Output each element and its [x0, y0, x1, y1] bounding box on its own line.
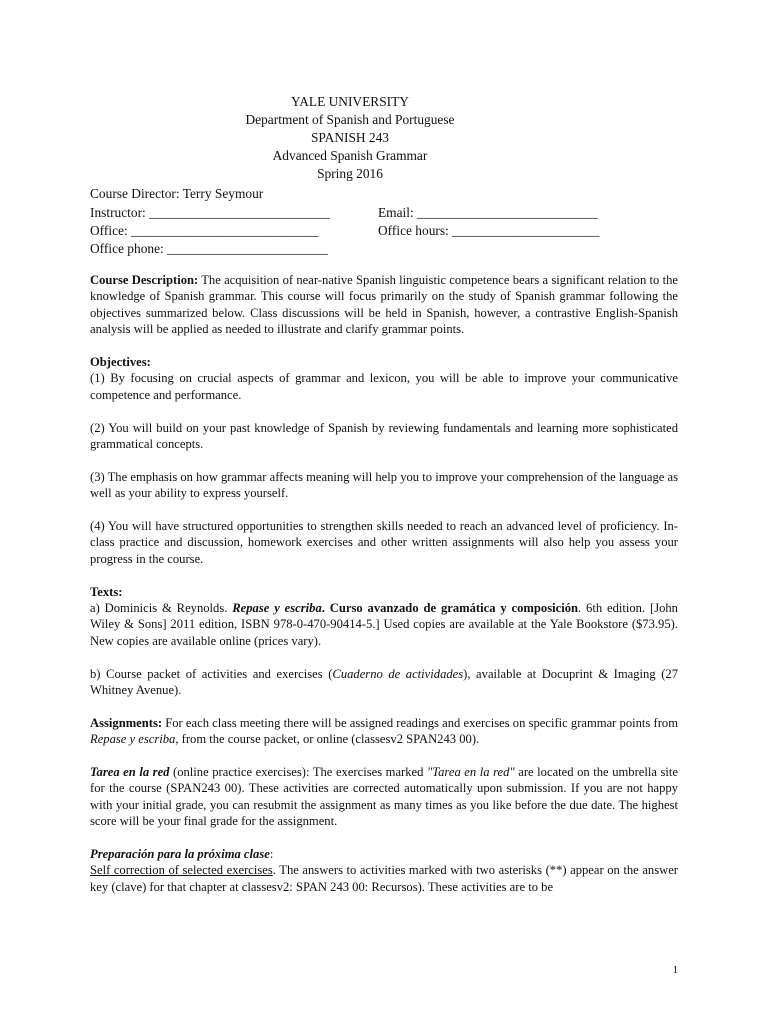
course-director: Course Director: Terry Seymour [90, 186, 264, 201]
text-a-title-italic: Repase y escriba [232, 601, 322, 616]
document-header [0, 93, 700, 183]
office-hours-field: Office hours: ______________________ [378, 223, 600, 238]
course-term: Spring 2016 [317, 166, 383, 181]
document-body [90, 272, 678, 895]
texts-heading-label: Texts: [90, 584, 123, 599]
assignments-text: For each class meeting there will be assigned readings and exercises on specific grammar points from [162, 715, 678, 730]
tarea-paragraph [90, 764, 678, 830]
preparacion-underlined: Self correction of selected exercises [90, 863, 273, 878]
text-a-rest: . 6th edition. [John Wiley & Sons] 2011 edition, ISBN 978-0-470-90414-5.] Used copies are available at the Yale Bookstore ($73.95). New copies are available online (prices vary). [90, 601, 678, 648]
text-item-b [90, 666, 678, 699]
office-phone-field: Office phone: ________________________ [90, 241, 328, 256]
objective-item: (3) The emphasis on how grammar affects meaning will help you to improve your comprehension of the language as well as your ability to express yourself. [90, 469, 678, 501]
course-code: SPANISH 243 [310, 130, 389, 145]
tarea-label: Tarea en la red [90, 765, 170, 780]
objective-item: (1) By focusing on crucial aspects of grammar and lexicon, you will be able to improve your communicative competence and performance. [90, 371, 678, 402]
assignments-paragraph [90, 715, 678, 748]
assignments-italic: Repase y escriba, [90, 732, 179, 747]
text-b-prefix: b) Course packet of activities and exercises ( [90, 666, 333, 681]
preparacion-heading [90, 846, 678, 862]
instructor-field: Instructor: ___________________________ [90, 205, 330, 220]
text-a-title-bold: . Curso avanzado de gramática y composición [321, 601, 579, 616]
tarea-text: (online practice exercises): The exercises marked [169, 765, 427, 780]
assignments-text-end: from the course packet, or online (classesv2 SPAN243 00). [178, 732, 480, 747]
course-description-label: Course Description: [90, 273, 199, 287]
office-field: Office: ____________________________ [90, 223, 319, 238]
text-a-prefix: a) Dominicis & Reynolds. [90, 601, 233, 616]
tarea-text-end: are located on the umbrella site for the course (SPAN243 00). These activities are corrected automatically upon submission. If you are not happy with your initial grade, you can resubmit the assignment as many times as you like before the due date. The highest score will be your final grade for the assignment. [90, 765, 678, 829]
texts-heading [90, 584, 678, 600]
objectives-heading-label: Objectives: [90, 355, 151, 370]
preparacion-colon: : [269, 847, 274, 862]
email-field: Email: ___________________________ [378, 205, 598, 220]
text-item-a [90, 600, 678, 649]
department-name: Department of Spanish and Portuguese [245, 112, 455, 127]
course-description [90, 272, 678, 338]
text-b-italic: Cuaderno de actividades [332, 666, 464, 681]
preparacion-text: . The answers to activities marked with two asterisks (**) appear on the answer key (clave) for that chapter at classesv2: SPAN 243 00: Recursos). These activities are to be [90, 863, 678, 894]
tarea-quote: "Tarea en la red" [426, 765, 515, 780]
course-title: Advanced Spanish Grammar [272, 148, 428, 163]
objective-item: (4) You will have structured opportunities to strengthen skills needed to reach an advanced level of proficiency. In-class practice and discussion, homework exercises and other written assignments will also help you assess your progress in the course. [90, 519, 678, 566]
text-b-rest: ), available at Docuprint & Imaging (27 Whitney Avenue). [90, 666, 678, 698]
preparacion-label: Preparación para la próxima clase [90, 847, 270, 862]
preparacion-paragraph [90, 862, 678, 895]
page-number: 1 [672, 964, 678, 976]
assignments-label: Assignments: [90, 715, 163, 730]
university-name: YALE UNIVERSITY [291, 94, 409, 109]
course-description-text: The acquisition of near-native Spanish linguistic competence bears a significant relation to the knowledge of Spanish grammar. This course will focus primarily on the study of Spanish grammar following the objectives summarized below. Class discussions will be held in Spanish, however, a contrastive English-Spanish analysis will be applied as needed to illustrate and clarify grammar points. [90, 273, 678, 337]
objectives-heading [90, 354, 678, 370]
objective-item: (2) You will build on your past knowledge of Spanish by reviewing fundamentals and learning more sophisticated grammatical concepts. [90, 420, 678, 452]
